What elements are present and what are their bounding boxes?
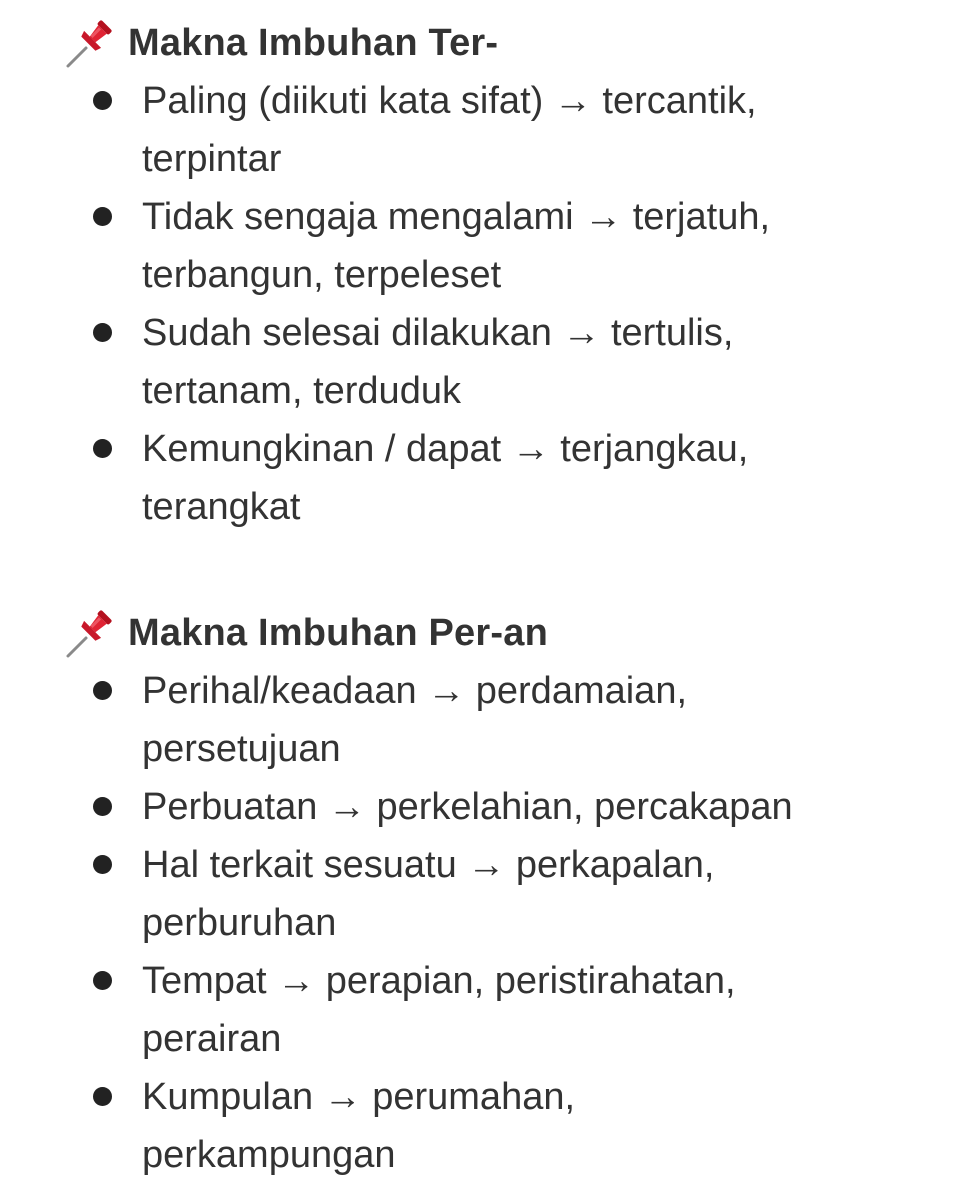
item-text-line2: terpintar xyxy=(142,138,282,180)
bullet-dot xyxy=(93,1087,112,1106)
list-item xyxy=(0,836,964,952)
bullet-dot xyxy=(93,797,112,816)
meaning-list xyxy=(0,72,964,536)
section-imbuhan-ter xyxy=(0,14,964,536)
item-text-line1: Kumpulan → perumahan, xyxy=(142,1076,576,1118)
section-imbuhan-per-an xyxy=(0,604,964,1184)
bullet-dot xyxy=(93,971,112,990)
list-item xyxy=(0,662,964,778)
section-heading xyxy=(0,14,964,72)
item-text-line2: tertanam, terduduk xyxy=(142,370,461,412)
item-text-line2: perkampungan xyxy=(142,1134,396,1176)
section-title: Makna Imbuhan Ter- xyxy=(128,21,499,64)
item-text-line2: perburuhan xyxy=(142,902,337,944)
list-item xyxy=(0,1068,964,1184)
list-item xyxy=(0,72,964,188)
list-item xyxy=(0,420,964,536)
item-text-line1: Kemungkinan / dapat → terjangkau, xyxy=(142,428,749,470)
bullet-dot xyxy=(93,439,112,458)
list-item xyxy=(0,952,964,1068)
item-text-line1: Perbuatan → perkelahian, percakapan xyxy=(142,786,793,828)
bullet-dot xyxy=(93,207,112,226)
item-text-line1: Tempat → perapian, peristirahatan, xyxy=(142,960,736,1002)
bullet-dot xyxy=(93,681,112,700)
item-text-line2: terangkat xyxy=(142,486,301,528)
bullet-dot xyxy=(93,91,112,110)
section-title: Makna Imbuhan Per-an xyxy=(128,611,548,654)
pushpin-icon xyxy=(64,606,118,660)
pushpin-icon xyxy=(64,16,118,70)
item-text-line2: perairan xyxy=(142,1018,282,1060)
list-item xyxy=(0,778,964,836)
item-text-line1: Perihal/keadaan → perdamaian, xyxy=(142,670,688,712)
meaning-list xyxy=(0,662,964,1184)
item-text-line1: Hal terkait sesuatu → perkapalan, xyxy=(142,844,715,886)
section-heading xyxy=(0,604,964,662)
item-text-line1: Paling (diikuti kata sifat) → tercantik, xyxy=(142,80,757,122)
list-item xyxy=(0,304,964,420)
bullet-dot xyxy=(93,323,112,342)
item-text-line1: Tidak sengaja mengalami → terjatuh, xyxy=(142,196,771,238)
item-text-line2: terbangun, terpeleset xyxy=(142,254,502,296)
bullet-dot xyxy=(93,855,112,874)
list-item xyxy=(0,188,964,304)
item-text-line1: Sudah selesai dilakukan → tertulis, xyxy=(142,312,734,354)
item-text-line2: persetujuan xyxy=(142,728,341,770)
